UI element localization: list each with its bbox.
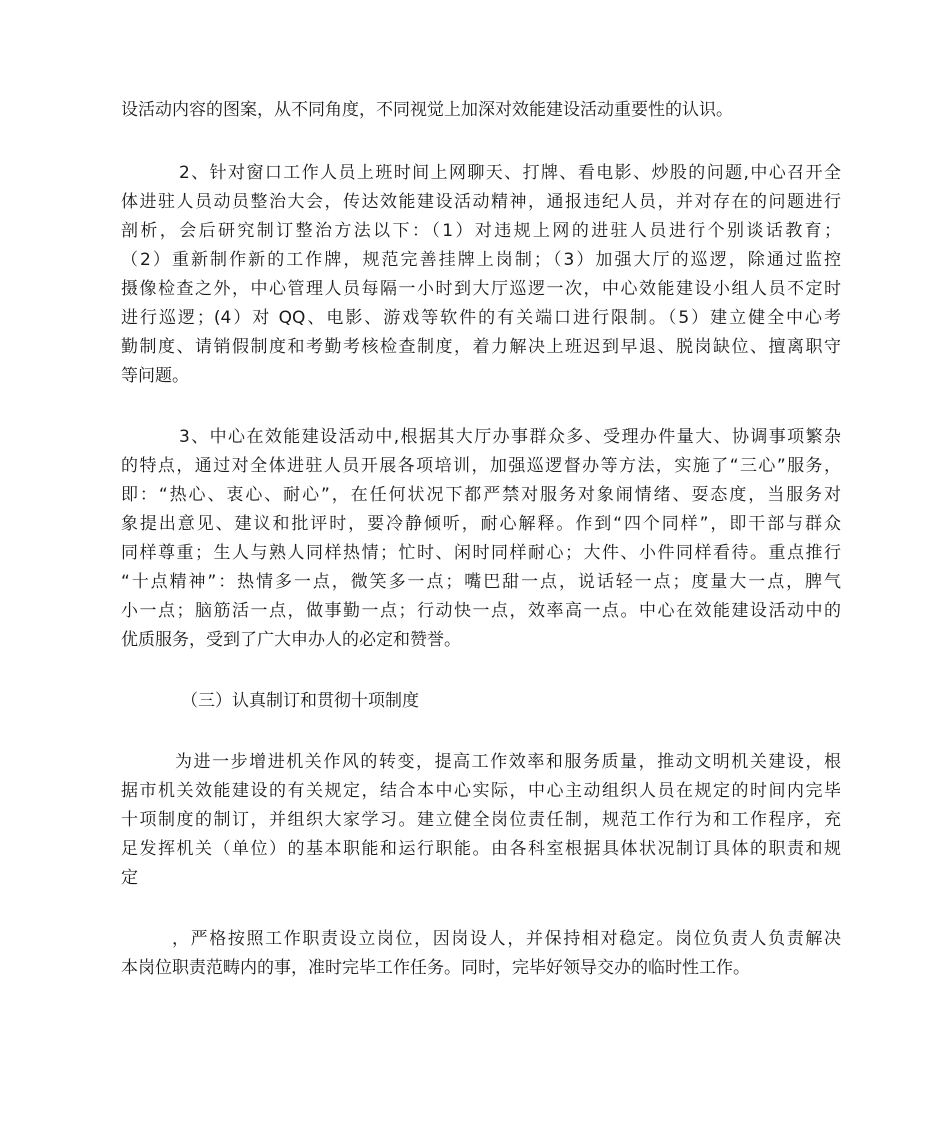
text-line: 十项制度的制订，并组织大家学习。建立健全岗位责任制，规范工作行为和工作程序，充 <box>121 810 841 830</box>
text-line: 本岗位职责范畴内的事，准时完毕工作任务。同时，完毕好领导交办的临时性工作。 <box>121 958 750 978</box>
paragraph-5-line: ，严格按照工作职责设立岗位，因岗设人，并保持相对稳定。岗位负责人负责解决 <box>172 929 841 949</box>
text-line: 的特点，通过对全体进驻人员开展各项培训，加强巡逻督办等方法，实施了“三心”服务， <box>121 456 841 476</box>
paragraph-3-line: 3、中心在效能建设活动中,根据其大厅办事群众多、受理办件量大、协调事项繁杂 <box>179 427 841 447</box>
text-line: 同样尊重；生人与熟人同样热情；忙时、闲时同样耐心；大件、小件同样看待。重点推行 <box>121 543 841 563</box>
text-line: 定 <box>121 868 138 888</box>
text-line: 设活动内容的图案，从不同角度，不同视觉上加深对效能建设活动重要性的认识。 <box>121 100 733 120</box>
text-line: 优质服务，受到了广大申办人的必定和赞誉。 <box>121 630 461 650</box>
paragraph-4-line: 为进一步增进机关作风的转变，提高工作效率和服务质量，推动文明机关建设，根 <box>175 752 841 772</box>
text-line: 摄像检查之外，中心管理人员每隔一小时到大厅巡逻一次，中心效能建设小组人员不定时 <box>121 279 841 299</box>
text-line: 等问题。 <box>121 366 189 386</box>
text-line: 进行巡逻；(4）对 QQ、电影、游戏等软件的有关端口进行限制。（5）建立健全中心考 <box>121 308 841 328</box>
text-line: 勤制度、请销假制度和考勤考核检查制度，着力解决上班迟到早退、脱岗缺位、擅离职守 <box>121 337 841 357</box>
text-line: 据市机关效能建设的有关规定，结合本中心实际，中心主动组织人员在规定的时间内完毕 <box>121 781 841 801</box>
text-line: 即：“热心、衷心、耐心”，在任何状况下都严禁对服务对象闹情绪、耍态度，当服务对 <box>121 485 841 505</box>
section-heading: （三）认真制订和贯彻十项制度 <box>181 691 419 711</box>
text-line: “十点精神”：热情多一点，微笑多一点；嘴巴甜一点，说话轻一点；度量大一点，脾气 <box>121 572 841 592</box>
text-line: 剖析，会后研究制订整治方法以下：（1）对违规上网的进驻人员进行个别谈话教育； <box>121 221 841 241</box>
text-line: 足发挥机关（单位）的基本职能和运行职能。由各科室根据具体状况制订具体的职责和规 <box>121 839 841 859</box>
text-line: 象提出意见、建议和批评时，要冷静倾听，耐心解释。作到“四个同样”，即干部与群众 <box>121 514 841 534</box>
text-line: （2）重新制作新的工作牌，规范完善挂牌上岗制；（3）加强大厅的巡逻，除通过监控 <box>121 250 841 270</box>
text-line: 小一点；脑筋活一点，做事勤一点；行动快一点，效率高一点。中心在效能建设活动中的 <box>121 601 841 621</box>
paragraph-2-line: 2、针对窗口工作人员上班时间上网聊天、打牌、看电影、炒股的问题,中心召开全 <box>179 163 841 183</box>
text-line: 体进驻人员动员整治大会，传达效能建设活动精神，通报违纪人员，并对存在的问题进行 <box>121 192 841 212</box>
